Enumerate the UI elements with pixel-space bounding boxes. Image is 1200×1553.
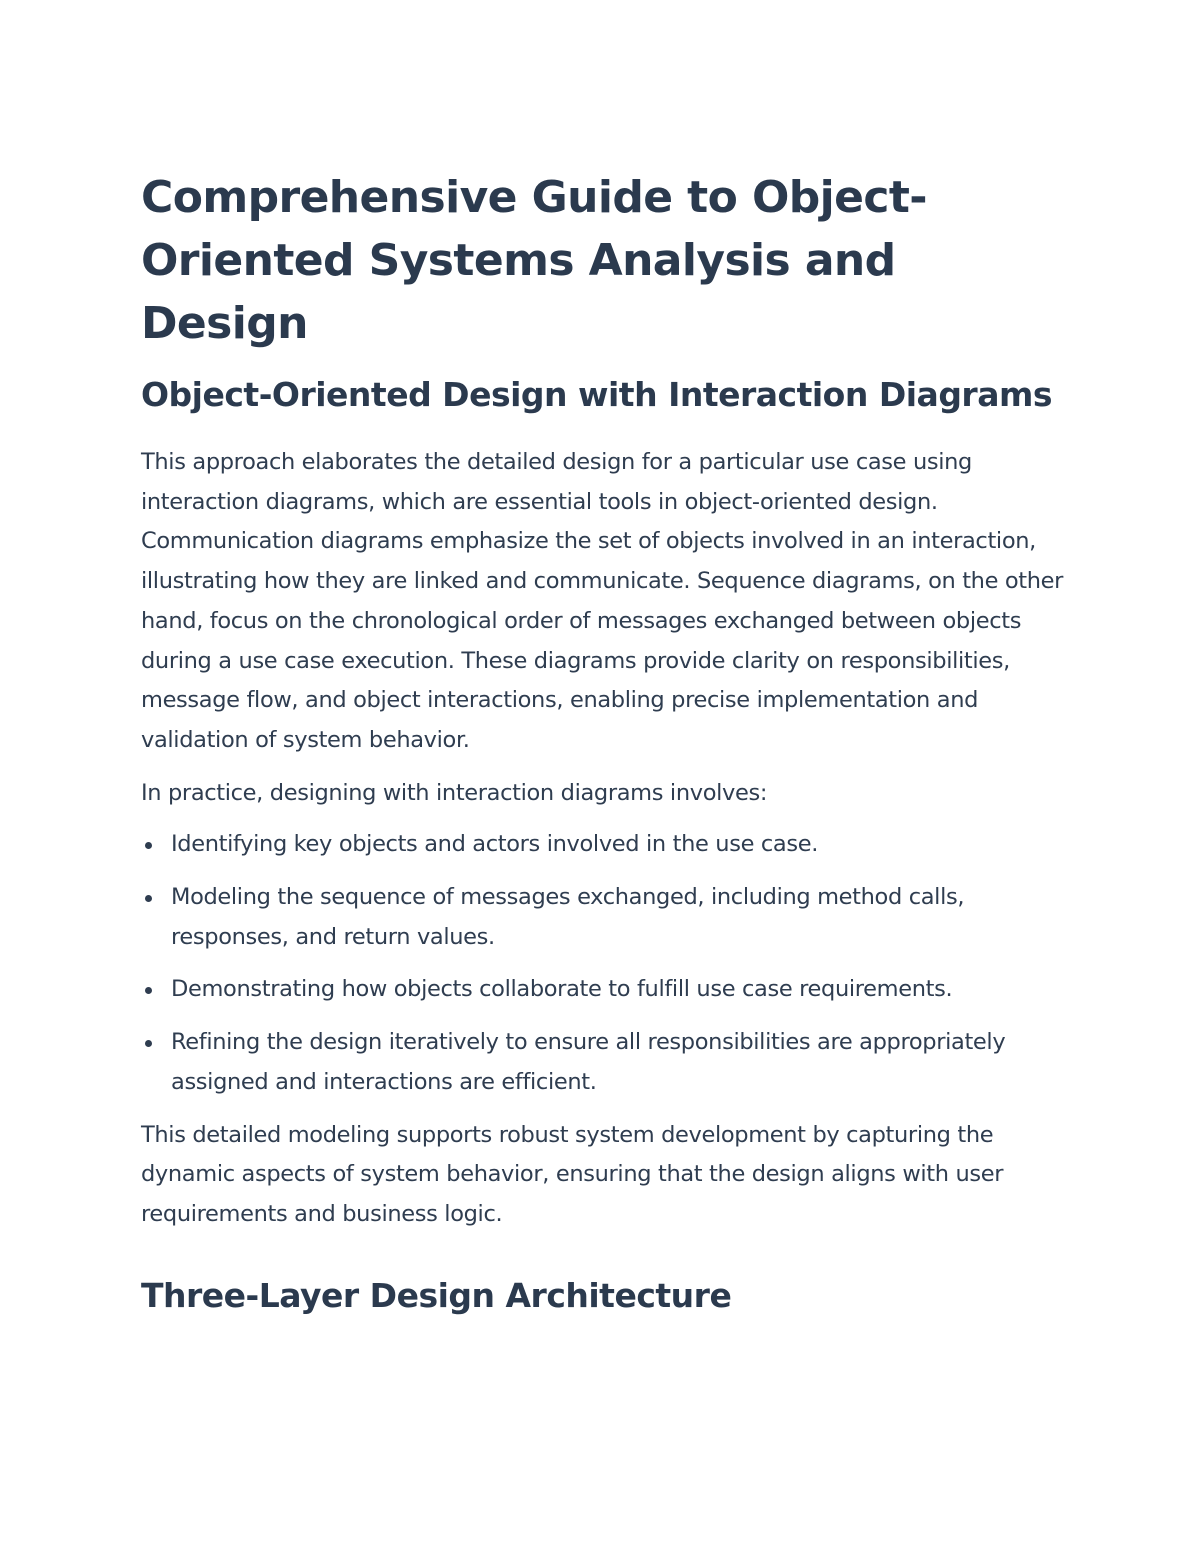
bullet-icon [145,842,152,849]
bullet-list [141,825,1071,1102]
bullet-icon [145,1040,152,1047]
document-title: Comprehensive Guide to Object-Oriented Systems Analysis and Design [141,172,927,349]
list-item-text: Demonstrating how objects collaborate to fulfill use case requirements. [171,976,953,1003]
section-heading-three-layer: Three-Layer Design Architecture [141,1275,732,1315]
bullet-icon [145,895,152,902]
document-page [141,166,1071,1324]
section-closing-paragraph: This detailed modeling supports robust system development by capturing the dynamic aspects of system behavior, ensuring that the design aligns with user requirements and business logic. [141,1121,1004,1227]
section-heading-interaction-diagrams: Object-Oriented Design with Interaction Diagrams [141,375,1053,414]
list-item [141,825,1071,865]
section-intro-paragraph: This approach elaborates the detailed design for a particular use case using interaction diagrams, which are essential tools in object-oriented design. Communication diagrams emphasize the set of objects involved in an interaction, illustrating how they are linked and communicate. Sequence diagrams, on the other hand, focus on the chronological order of messages exchanged between objects during a use case execution. These diagrams provide clarity on responsibilities, message flow, and object interactions, enabling precise implementation and validation of system behavior. [141,449,1064,753]
list-item [141,878,1071,957]
list-item [141,1023,1071,1102]
list-lead-paragraph: In practice, designing with interaction diagrams involves: [141,779,768,806]
list-item-text: Modeling the sequence of messages exchanged, including method calls, responses, and return values. [171,884,965,950]
list-item-text: Identifying key objects and actors involved in the use case. [171,831,819,858]
list-item-text: Refining the design iteratively to ensure all responsibilities are appropriately assigned and interactions are efficient. [171,1029,1006,1095]
list-item [141,970,1071,1010]
bullet-icon [145,987,152,994]
